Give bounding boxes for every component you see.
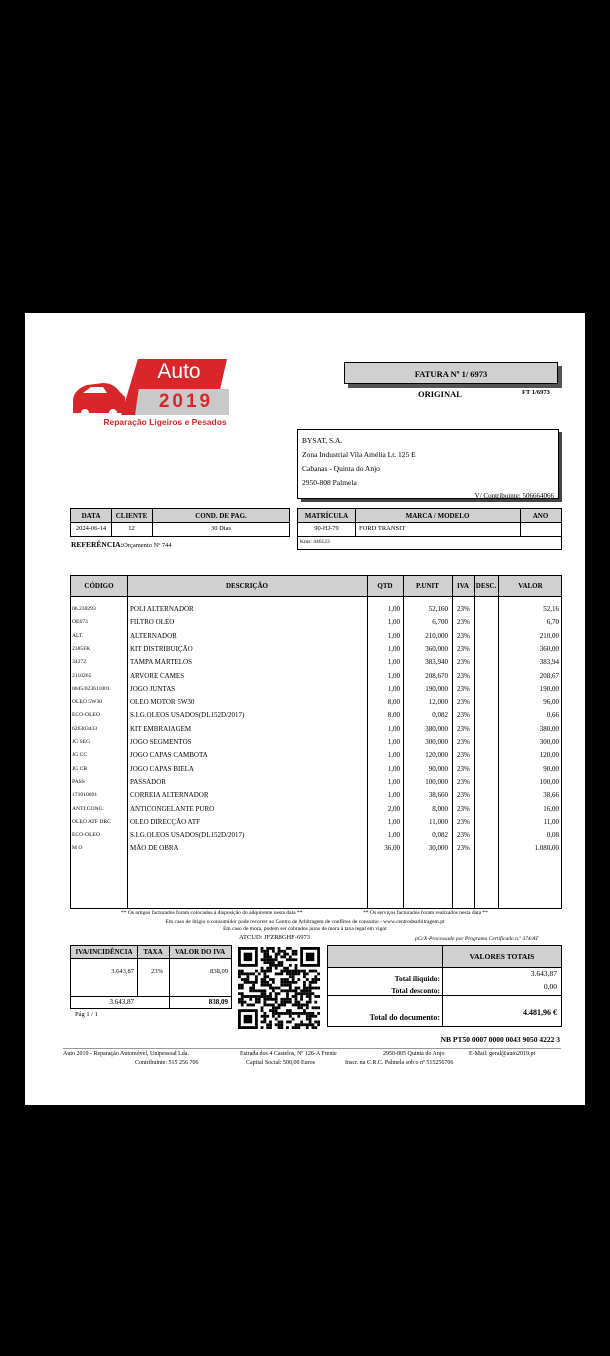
certified-note: pCcX-Processado por Programa Certificado n.º 374/AT	[415, 936, 539, 942]
item-desc: ANTICONGELANTE PURO	[130, 804, 215, 813]
item-value: 210,00	[539, 631, 559, 640]
customer-box	[297, 429, 559, 499]
table-row	[71, 616, 561, 629]
reference	[71, 540, 172, 549]
iban: NB PT50 0007 0000 0043 9050 4222 3	[440, 1035, 560, 1044]
vehicle-kms: Kms: 446123	[300, 539, 330, 545]
customer-address2: Cabanas - Quinta do Anjo	[302, 464, 380, 473]
year-header: ANO	[532, 512, 549, 520]
invoice-ref: FT 1/6973	[522, 389, 550, 396]
item-desc: OLEO MOTOR 5W30	[130, 698, 195, 707]
item-code: OE673	[72, 619, 88, 626]
invoice-copy: ORIGINAL	[418, 389, 462, 399]
item-desc: OLEO DIRECÇÃO ATF	[130, 817, 201, 826]
table-row	[71, 630, 561, 643]
net-label: Total ilíquido:	[394, 974, 440, 983]
table-row	[71, 803, 561, 816]
note-services: ** Os serviços facturados foram realizados nesta data **	[363, 910, 488, 916]
item-unit-price: 380,000	[425, 724, 448, 733]
item-unit-price: 300,000	[425, 738, 448, 746]
reference-label: REFERÊNCIA:	[71, 540, 124, 549]
doc-info-table	[70, 508, 290, 537]
item-qtd: 1,00	[387, 605, 400, 613]
table-row	[71, 670, 561, 683]
item-qtd: 1,00	[387, 831, 400, 840]
item-iva: 23%	[457, 751, 470, 760]
invoice-title-box	[344, 362, 558, 384]
totals-title: VALORES TOTAIS	[469, 952, 535, 961]
invoice-page	[25, 313, 585, 1105]
item-value: 360,00	[539, 644, 559, 653]
item-code: 0045/023611001	[72, 685, 110, 692]
item-desc: JOGO CAPAS BIELA	[130, 764, 194, 773]
col-iva: IVA	[457, 582, 469, 590]
item-value: 96,00	[543, 698, 559, 707]
item-value: 52,16	[543, 605, 559, 613]
item-desc: POLI ALTERNADOR	[130, 605, 194, 613]
table-row	[71, 643, 561, 656]
item-unit-price: 52,160	[428, 605, 448, 613]
item-qtd: 1,00	[387, 644, 400, 653]
footer-registry: Inscr. na C.R.C. Palmela sob o nº 515256706	[345, 1060, 454, 1066]
table-row	[71, 776, 561, 789]
item-unit-price: 100,000	[425, 777, 448, 786]
item-qtd: 1,00	[387, 764, 400, 773]
item-qtd: 1,00	[387, 724, 400, 733]
item-iva: 23%	[457, 684, 470, 693]
vat-rate-header: TAXA	[143, 948, 163, 956]
item-qtd: 1,00	[387, 791, 400, 800]
item-unit-price: 190,000	[425, 684, 448, 693]
item-desc: CORREIA ALTERNADOR	[130, 791, 209, 800]
doc-total-label: Total do documento:	[369, 1013, 440, 1022]
item-code: 06.230293	[72, 606, 96, 612]
doc-date: 2024-06-14	[75, 525, 107, 532]
payment-header: COND. DE PAG.	[195, 512, 247, 520]
item-iva: 23%	[457, 605, 470, 613]
item-value: 100,00	[539, 777, 559, 786]
item-iva: 23%	[457, 711, 470, 720]
car-icon	[69, 375, 129, 417]
item-code: ANTI.CONG.	[72, 805, 105, 812]
table-row	[71, 696, 561, 709]
item-iva: 23%	[457, 724, 470, 733]
table-row	[71, 709, 561, 722]
item-qtd: 2,00	[387, 804, 400, 813]
item-qtd: 1,00	[387, 618, 400, 627]
item-iva: 23%	[457, 791, 470, 800]
col-code: CÓDIGO	[84, 582, 114, 590]
doc-total-value: 4.481,96 €	[523, 1008, 557, 1017]
item-desc: TAMPA MARTELOS	[130, 658, 192, 667]
item-unit-price: 11,000	[429, 817, 448, 826]
item-value: 1.080,00	[534, 844, 559, 853]
item-value: 208,67	[539, 671, 559, 680]
table-row	[71, 749, 561, 762]
col-qtd: QTD	[377, 582, 393, 590]
net-value: 3.643,87	[530, 969, 557, 978]
vat-total-base: 3.643,87	[109, 998, 134, 1006]
item-value: 190,00	[539, 684, 559, 693]
item-desc: MÃO DE OBRA	[130, 844, 179, 853]
vat-rate: 23%	[151, 968, 163, 975]
customer-postal: 2950-808 Palmela	[302, 478, 357, 487]
item-code: PASS	[72, 778, 85, 785]
table-row	[71, 723, 561, 736]
item-iva: 23%	[457, 817, 470, 826]
table-row	[71, 736, 561, 749]
item-iva: 23%	[457, 844, 470, 853]
item-code: 34272	[72, 659, 86, 666]
item-code: OLEO 5W30	[72, 699, 102, 706]
item-qtd: 1,00	[387, 671, 400, 680]
item-desc: KIT EMBRAIAGEM	[130, 724, 192, 733]
item-iva: 23%	[457, 804, 470, 813]
item-qtd: 1,00	[387, 631, 400, 640]
item-iva: 23%	[457, 831, 470, 840]
item-value: 6,70	[546, 618, 559, 627]
item-code: M O	[72, 845, 83, 852]
item-value: 90,00	[543, 764, 559, 773]
item-code: JG CC	[72, 752, 88, 759]
item-desc: KIT DISTRIBUIÇÃO	[130, 644, 193, 653]
vat-base-header: IVA/INCIDÊNCIA	[75, 948, 133, 956]
vat-base: 3.643,87	[111, 968, 134, 975]
table-row	[71, 656, 561, 669]
item-code: JG SEG	[72, 739, 91, 745]
item-desc: S.I.G.OLEOS USADOS(DL152D/2017)	[130, 711, 245, 720]
item-desc: FILTRO OLEO	[130, 618, 175, 627]
col-value: VALOR	[518, 582, 543, 590]
item-value: 11,00	[543, 817, 559, 826]
item-value: 300,00	[539, 738, 559, 746]
item-value: 0,08	[546, 831, 559, 840]
company-logo	[69, 355, 229, 429]
item-unit-price: 210,000	[425, 631, 448, 640]
table-row	[71, 842, 561, 855]
vehicle-plate: 90-HJ-79	[314, 525, 339, 532]
customer-name: BYSAT, S.A.	[302, 436, 343, 445]
customer-address1: Zona Industrial Vila Amélia Lt. 125 E	[302, 450, 416, 459]
note-dispute: Em caso de litígio o consumidor pode recorrer ao Centro de Arbitragem de conflitos de consumo - www.centrodearbitragem.pt	[165, 919, 445, 925]
vehicle-model: FORD TRANSIT	[359, 525, 406, 532]
table-row	[71, 683, 561, 696]
model-header: MARCA / MODELO	[405, 512, 470, 520]
item-desc: ARVORE CAMES	[130, 671, 185, 680]
table-row	[71, 816, 561, 829]
footer-postal: 2950-805 Quinta do Anjo	[383, 1051, 445, 1057]
table-row	[71, 603, 561, 616]
doc-client: 12	[128, 525, 135, 532]
vehicle-table	[297, 508, 562, 537]
item-qtd: 36,00	[384, 844, 400, 853]
table-row	[71, 763, 561, 776]
reference-value: Orçamento Nº 744	[123, 542, 172, 549]
item-qtd: 1,00	[387, 777, 400, 786]
item-code: JG CB	[72, 765, 88, 772]
discount-label: Total desconto:	[391, 986, 440, 995]
item-unit-price: 360,000	[425, 644, 448, 653]
item-code: 2110265	[72, 672, 92, 679]
item-unit-price: 383,940	[425, 658, 448, 667]
item-desc: JOGO SEGMENTOS	[130, 738, 192, 746]
footer-company: Auto 2019 - Reparação Automóvel, Unipessoal Lda.	[63, 1051, 189, 1057]
item-value: 380,00	[539, 724, 559, 733]
item-unit-price: 120,000	[425, 751, 448, 760]
col-desc: DESCRIÇÃO	[225, 582, 268, 590]
item-iva: 23%	[457, 644, 470, 653]
kms-box	[297, 536, 562, 550]
item-code: 2385FK	[72, 645, 91, 652]
item-code: OLEO ATF DRC	[72, 818, 111, 825]
item-iva: 23%	[457, 631, 470, 640]
client-header: CLIENTE	[115, 512, 148, 520]
item-desc: S.I.G.OLEOS USADOS(DL152D/2017)	[130, 831, 245, 840]
footer-email: E-Mail: geral@auto2019.pt	[469, 1051, 536, 1057]
page-number: Pág 1 / 1	[75, 1011, 98, 1018]
item-unit-price: 8,000	[432, 804, 448, 813]
table-row	[71, 829, 561, 842]
item-value: 38,66	[543, 791, 559, 800]
vat-summary-table	[70, 945, 232, 1009]
item-qtd: 1,00	[387, 751, 400, 760]
item-value: 16,00	[543, 804, 559, 813]
qr-code	[238, 947, 320, 1029]
item-value: 120,00	[539, 751, 559, 760]
item-unit-price: 0,082	[432, 831, 448, 840]
item-code: ALT.	[72, 632, 84, 639]
logo-year: 2019	[158, 391, 214, 412]
table-row	[71, 789, 561, 802]
item-unit-price: 30,000	[428, 844, 448, 853]
logo-subtitle: Reparação Ligeiros e Pesados	[103, 417, 227, 427]
item-iva: 23%	[457, 764, 470, 773]
item-iva: 23%	[457, 738, 470, 746]
item-code: ECO-OLEO	[72, 832, 100, 839]
item-unit-price: 90,000	[428, 764, 448, 773]
col-unit: P.UNIT	[416, 582, 439, 590]
item-code: 626303433	[72, 725, 98, 732]
items-table	[70, 575, 562, 909]
item-unit-price: 12,000	[428, 698, 448, 707]
logo-brand: Auto	[157, 360, 201, 383]
discount-value: 0,00	[543, 982, 557, 991]
item-unit-price: 208,670	[425, 671, 448, 680]
note-goods: ** Os artigos facturados foram colocados à disposição do adquirente nesta data **	[121, 910, 303, 916]
item-unit-price: 38,660	[428, 791, 448, 800]
note-interest: Em caso de mora, podem ser cobrados juros de mora à taxa legal em vigor	[223, 926, 387, 932]
item-desc: JOGO CAPAS CAMBOTA	[130, 751, 208, 760]
item-iva: 23%	[457, 658, 470, 667]
item-qtd: 8,00	[387, 698, 400, 707]
doc-payment: 30 Dias	[210, 525, 232, 532]
item-value: 383,94	[539, 658, 559, 667]
plate-header: MATRÍCULA	[304, 512, 349, 520]
date-header: DATA	[81, 512, 101, 520]
customer-taxid: V/ Contribuinte: 506664066	[474, 492, 554, 500]
item-qtd: 1,00	[387, 738, 400, 746]
invoice-title: FATURA Nº 1/ 6973	[414, 369, 488, 379]
footer-taxid: Contribuinte: 515 256 706	[135, 1060, 199, 1066]
item-qtd: 1,00	[387, 658, 400, 667]
item-qtd: 1,00	[387, 684, 400, 693]
vat-amount: 838,09	[210, 968, 228, 975]
vat-total-amount: 838,09	[208, 998, 228, 1006]
item-unit-price: 6,700	[432, 618, 448, 627]
item-desc: ALTERNADOR	[130, 631, 177, 640]
item-desc: JOGO JUNTAS	[130, 684, 176, 693]
item-iva: 23%	[457, 777, 470, 786]
item-desc: PASSADOR	[130, 777, 166, 786]
footer-address: Estrada dos 4 Castelos, Nº 126-A Frente	[240, 1051, 337, 1057]
item-iva: 23%	[457, 671, 470, 680]
footer-capital: Capital Social: 500,00 Euros	[246, 1060, 315, 1066]
item-code: ECO-OLEO	[72, 712, 100, 719]
item-unit-price: 0,082	[432, 711, 448, 720]
item-iva: 23%	[457, 618, 470, 627]
item-code: 171010091	[72, 792, 98, 799]
item-qtd: 8,00	[387, 711, 400, 720]
atcud: ATCUD: JFZR8GHF-6973	[239, 934, 310, 941]
item-qtd: 1,00	[387, 817, 400, 826]
vat-amount-header: VALOR DO IVA	[174, 948, 226, 956]
item-value: 0,66	[546, 711, 559, 720]
item-iva: 23%	[457, 698, 470, 707]
totals-box	[327, 945, 562, 1027]
col-disc: DESC.	[475, 582, 497, 590]
